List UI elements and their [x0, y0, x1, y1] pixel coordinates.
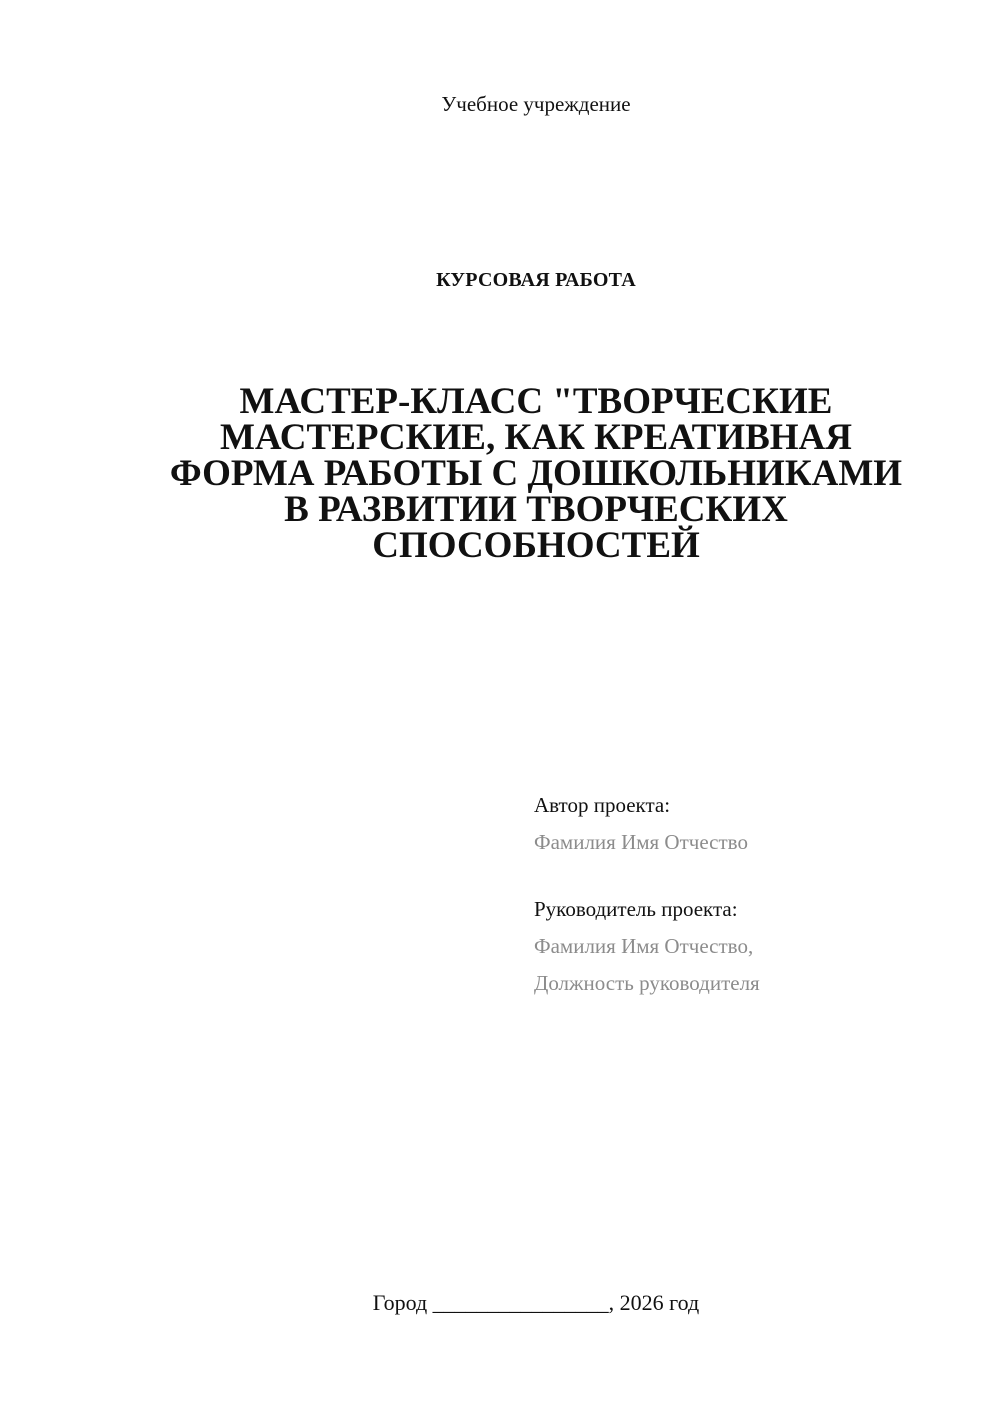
title-line: МАСТЕРСКИЕ, КАК КРЕАТИВНАЯ [220, 417, 852, 458]
document-title [120, 381, 952, 566]
title-line: ФОРМА РАБОТЫ С ДОШКОЛЬНИКАМИ [169, 453, 903, 494]
author-label: Автор проекта: [534, 793, 671, 817]
supervisor-label: Руководитель проекта: [534, 897, 738, 921]
institution-name: Учебное учреждение [441, 92, 631, 116]
block-spacer [534, 864, 974, 894]
title-line: МАСТЕР-КЛАСС "ТВОРЧЕСКИЕ [239, 381, 833, 422]
author-name-placeholder: Фамилия Имя Отчество [534, 830, 748, 854]
supervisor-position-placeholder: Должность руководителя [534, 971, 760, 995]
title-line: В РАЗВИТИИ ТВОРЧЕСКИХ [284, 489, 788, 530]
project-people-block [534, 790, 974, 1005]
work-type-heading: КУРСОВАЯ РАБОТА [436, 269, 636, 291]
title-line: СПОСОБНОСТЕЙ [372, 525, 700, 566]
city-year-line: Город ________________, 2026 год [372, 1290, 700, 1315]
supervisor-name-placeholder: Фамилия Имя Отчество, [534, 934, 754, 958]
